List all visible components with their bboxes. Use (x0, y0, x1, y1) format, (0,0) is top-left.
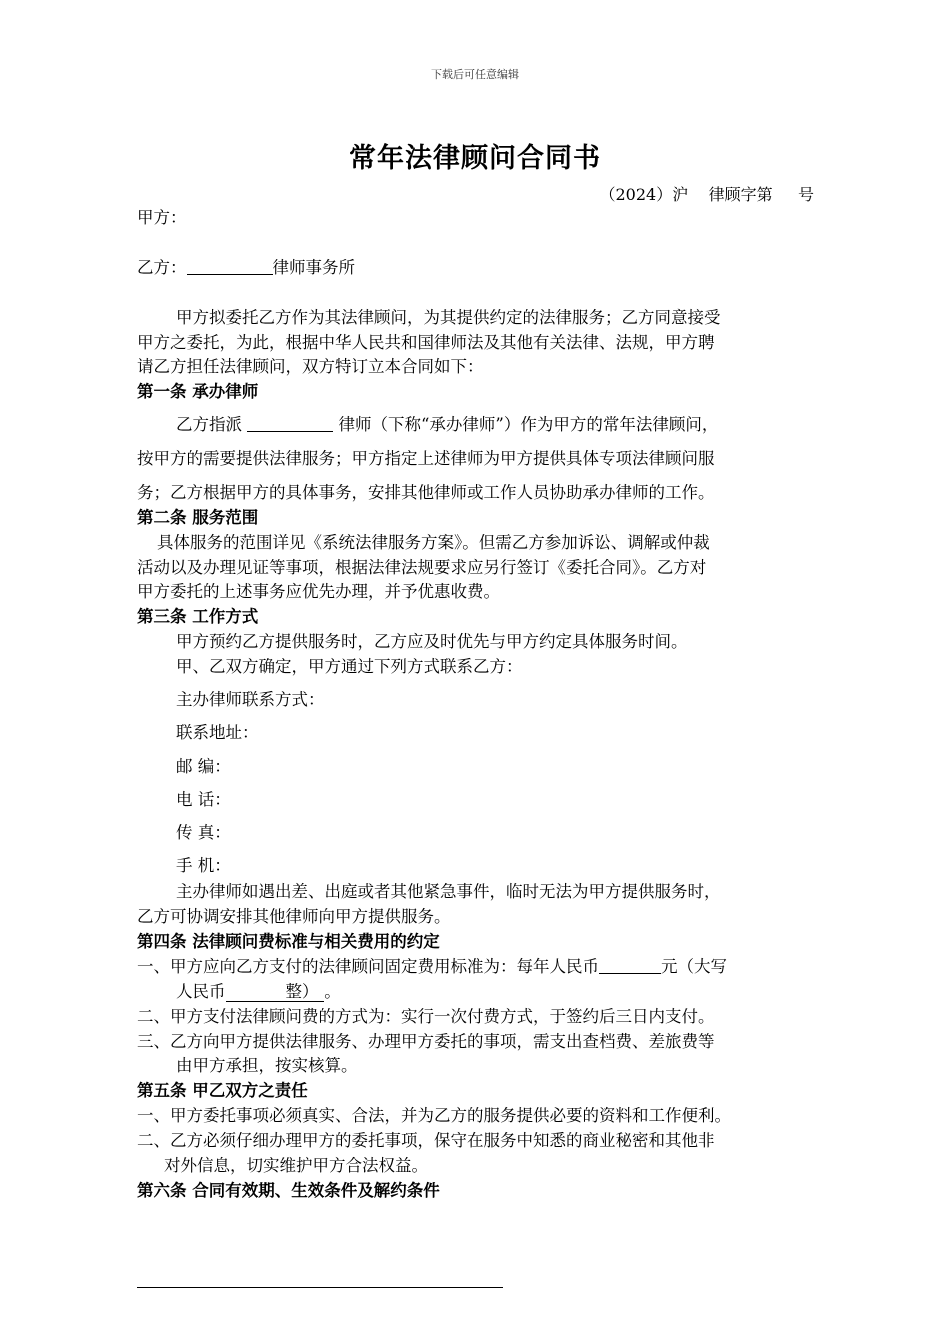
fee-text-e-close: ） (302, 982, 311, 1001)
reference-number: （2024）沪 律顾字第 号 (599, 185, 814, 204)
contact-address: 联系地址： (176, 723, 259, 742)
footnote-divider (137, 1287, 503, 1288)
article-4-item-1 (137, 955, 727, 979)
article-5-item-1: 一、甲方委托事项必须真实、合法，并为乙方的服务提供必要的资料和工作便利。 (137, 1106, 731, 1125)
article-1-line-3: 务；乙方根据甲方的具体事务，安排其他律师或工作人员协助承办律师的工作。 (137, 483, 715, 502)
contact-postcode: 邮 编： (176, 757, 231, 776)
article-1-heading: 第一条 承办律师 (137, 382, 259, 401)
article-2-line-2: 活动以及办理见证等事项，根据法律法规要求应另行签订《委托合同》。乙方对 (137, 558, 707, 577)
article-3-p3-line-2: 乙方可协调安排其他律师向甲方提供服务。 (137, 907, 451, 926)
article-5-item-2-line-1: 二、乙方必须仔细办理甲方的委托事项，保守在服务中知悉的商业秘密和其他非 (137, 1131, 715, 1150)
fee-uppercase-blank (226, 982, 325, 1002)
header-note: 下载后可任意编辑 (431, 68, 519, 81)
party-b-blank (187, 256, 273, 275)
article-4-item-3-line-1: 三、乙方向甲方提供法律服务、办理甲方委托的事项，需支出查档费、差旅费等 (137, 1032, 715, 1051)
party-b-line (137, 256, 355, 280)
article-2-line-3: 甲方委托的上述事务应优先办理，并予优惠收费。 (137, 582, 500, 601)
intro-line-1: 甲方拟委托乙方作为其法律顾问，为其提供约定的法律服务；乙方同意接受 (176, 308, 721, 327)
article-1-prefix: 乙方指派 (176, 415, 242, 434)
article-3-heading: 第三条 工作方式 (137, 607, 259, 626)
article-1-line-2: 按甲方的需要提供法律服务；甲方指定上述律师为甲方提供具体专项法律顾问服 (137, 449, 715, 468)
article-1-suffix: 律师（下称“承办律师”）作为甲方的常年法律顾问， (338, 415, 719, 434)
fee-text-b: 元（大写 (661, 957, 727, 976)
article-4-item-1-cont (176, 980, 341, 1004)
article-4-item-2: 二、甲方支付法律顾问费的方式为：实行一次付费方式，于签约后三日内支付。 (137, 1007, 715, 1026)
document-title: 常年法律顾问合同书 (349, 143, 601, 174)
article-2-line-1: 具体服务的范围详见《系统法律服务方案》。但需乙方参加诉讼、调解或仲裁 (157, 533, 710, 552)
article-1-line-1 (176, 413, 718, 437)
contact-phone: 电 话： (176, 790, 231, 809)
article-5-heading: 第五条 甲乙双方之责任 (137, 1081, 308, 1100)
article-4-heading: 第四条 法律顾问费标准与相关费用的约定 (137, 932, 440, 951)
contact-mobile: 手 机： (176, 856, 231, 875)
article-3-p2: 甲、乙双方确定，甲方通过下列方式联系乙方： (176, 657, 523, 676)
article-6-heading: 第六条 合同有效期、生效条件及解约条件 (137, 1181, 440, 1200)
party-a-label: 甲方： (137, 208, 187, 227)
fee-text-d: 整 (285, 982, 302, 1001)
article-3-p1: 甲方预约乙方提供服务时，乙方应及时优先与甲方约定具体服务时间。 (176, 632, 688, 651)
fee-text-a: 一、甲方应向乙方支付的法律顾问固定费用标准为：每年人民币 (137, 957, 599, 976)
fee-text-e: 。 (324, 982, 341, 1001)
contact-fax: 传 真： (176, 823, 231, 842)
contact-title: 主办律师联系方式： (176, 690, 325, 709)
article-3-p3-line-1: 主办律师如遇出差、出庭或者其他紧急事件，临时无法为甲方提供服务时， (176, 882, 721, 901)
party-b-prefix: 乙方： (137, 258, 187, 277)
fee-amount-blank (599, 955, 661, 974)
intro-line-2: 甲方之委托，为此，根据中华人民共和国律师法及其他有关法律、法规，甲方聘 (137, 333, 715, 352)
article-2-heading: 第二条 服务范围 (137, 508, 259, 527)
article-5-item-2-line-2: 对外信息，切实维护甲方合法权益。 (164, 1156, 428, 1175)
party-b-suffix: 律师事务所 (272, 258, 355, 277)
intro-line-3: 请乙方担任法律顾问，双方特订立本合同如下： (137, 357, 484, 376)
fee-text-c: 人民币 (176, 982, 226, 1001)
article-4-item-3-line-2: 由甲方承担，按实核算。 (176, 1056, 358, 1075)
lawyer-name-blank (247, 413, 333, 432)
